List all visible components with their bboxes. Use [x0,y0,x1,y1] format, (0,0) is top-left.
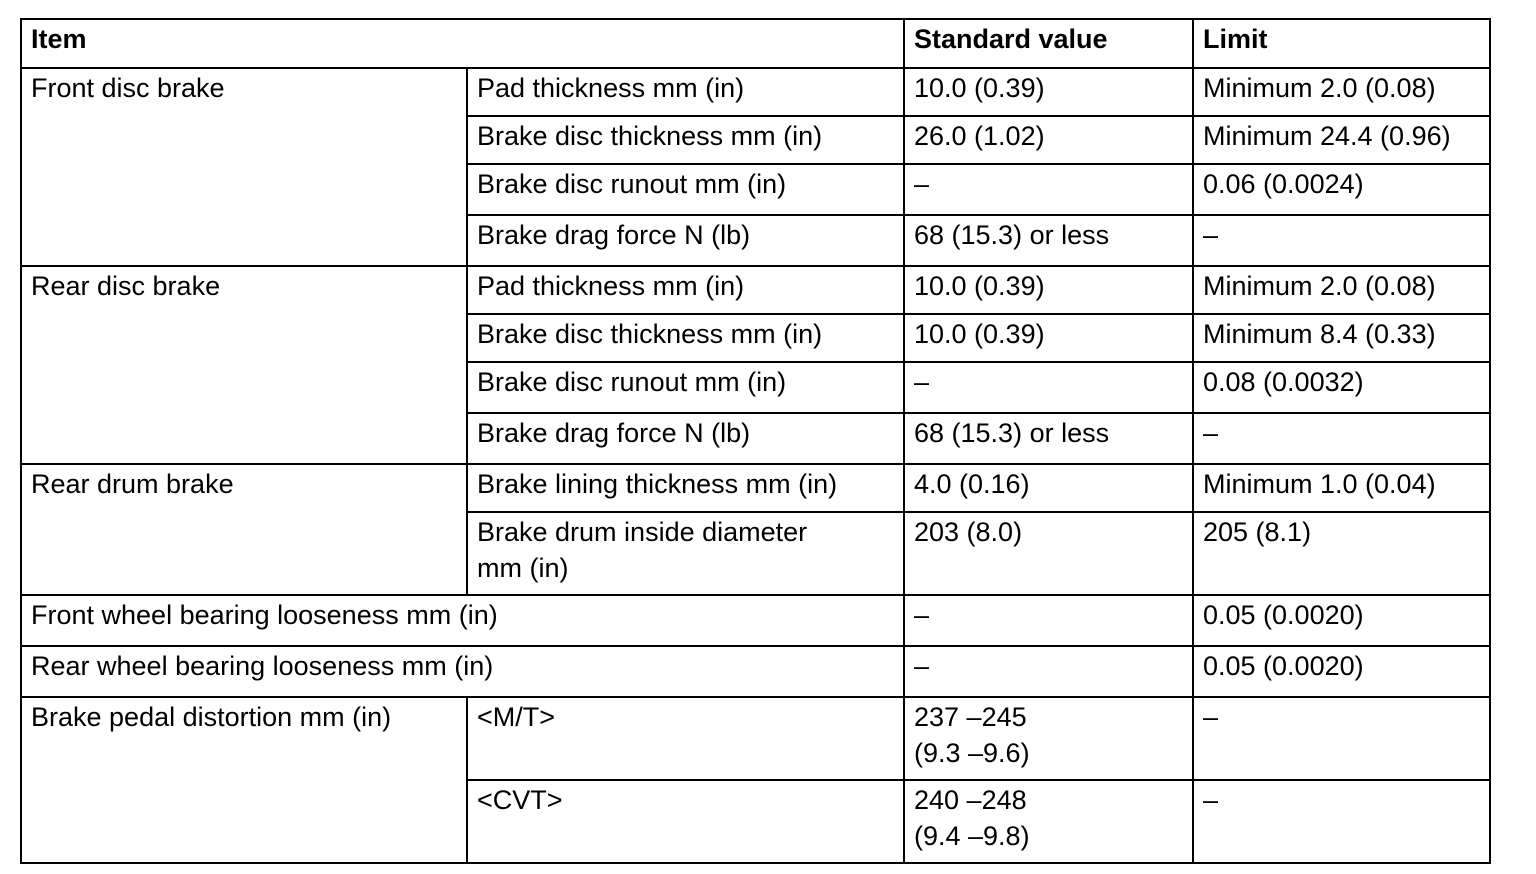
standard-value-cell: – [904,646,1193,697]
standard-value-cell: 26.0 (1.02) [904,116,1193,164]
item-cell: <CVT> [467,780,904,863]
item-cell: <M/T> [467,697,904,780]
header-item: Item [21,19,904,68]
item-cell: Brake drag force N (lb) [467,413,904,464]
header-standard-value: Standard value [904,19,1193,68]
item-cell: Pad thickness mm (in) [467,266,904,314]
standard-value-line: (9.3 –9.6) [914,738,1030,768]
group-label-brake-pedal-distortion: Brake pedal distortion mm (in) [21,697,467,863]
limit-cell: – [1193,697,1490,780]
item-cell: Brake disc runout mm (in) [467,362,904,413]
limit-cell: Minimum 1.0 (0.04) [1193,464,1490,512]
header-row [21,19,1490,68]
group-label-front-disc-brake: Front disc brake [21,68,467,266]
limit-cell: 0.08 (0.0032) [1193,362,1490,413]
item-line: Brake drum inside diameter [477,517,808,547]
standard-value-cell [904,697,1193,780]
header-limit: Limit [1193,19,1490,68]
standard-value-line: 237 –245 [914,702,1027,732]
standard-value-cell: 203 (8.0) [904,512,1193,595]
standard-value-cell [904,780,1193,863]
item-cell-rear-wheel-bearing: Rear wheel bearing looseness mm (in) [21,646,904,697]
limit-cell: 205 (8.1) [1193,512,1490,595]
standard-value-cell: 10.0 (0.39) [904,314,1193,362]
item-cell: Brake drag force N (lb) [467,215,904,266]
limit-cell: – [1193,215,1490,266]
table-row [21,464,1490,512]
table-row [21,646,1490,697]
standard-value-cell: 10.0 (0.39) [904,266,1193,314]
limit-cell: – [1193,780,1490,863]
standard-value-cell: – [904,595,1193,646]
item-cell [467,512,904,595]
standard-value-line: 240 –248 [914,785,1027,815]
brake-spec-table [20,18,1491,864]
standard-value-cell: 4.0 (0.16) [904,464,1193,512]
item-cell: Brake disc runout mm (in) [467,164,904,215]
limit-cell: 0.06 (0.0024) [1193,164,1490,215]
item-cell: Brake disc thickness mm (in) [467,314,904,362]
standard-value-cell: – [904,362,1193,413]
table-row [21,68,1490,116]
item-cell: Brake lining thickness mm (in) [467,464,904,512]
item-cell-front-wheel-bearing: Front wheel bearing looseness mm (in) [21,595,904,646]
standard-value-cell: – [904,164,1193,215]
group-label-rear-drum-brake: Rear drum brake [21,464,467,595]
standard-value-cell: 68 (15.3) or less [904,215,1193,266]
table-row [21,266,1490,314]
limit-cell: Minimum 24.4 (0.96) [1193,116,1490,164]
group-label-rear-disc-brake: Rear disc brake [21,266,467,464]
limit-cell: Minimum 2.0 (0.08) [1193,68,1490,116]
table-row [21,595,1490,646]
item-cell: Brake disc thickness mm (in) [467,116,904,164]
limit-cell: 0.05 (0.0020) [1193,595,1490,646]
standard-value-cell: 68 (15.3) or less [904,413,1193,464]
table-row [21,697,1490,780]
standard-value-line: (9.4 –9.8) [914,821,1030,851]
item-line: mm (in) [477,553,569,583]
limit-cell: – [1193,413,1490,464]
standard-value-cell: 10.0 (0.39) [904,68,1193,116]
limit-cell: 0.05 (0.0020) [1193,646,1490,697]
limit-cell: Minimum 8.4 (0.33) [1193,314,1490,362]
item-cell: Pad thickness mm (in) [467,68,904,116]
limit-cell: Minimum 2.0 (0.08) [1193,266,1490,314]
